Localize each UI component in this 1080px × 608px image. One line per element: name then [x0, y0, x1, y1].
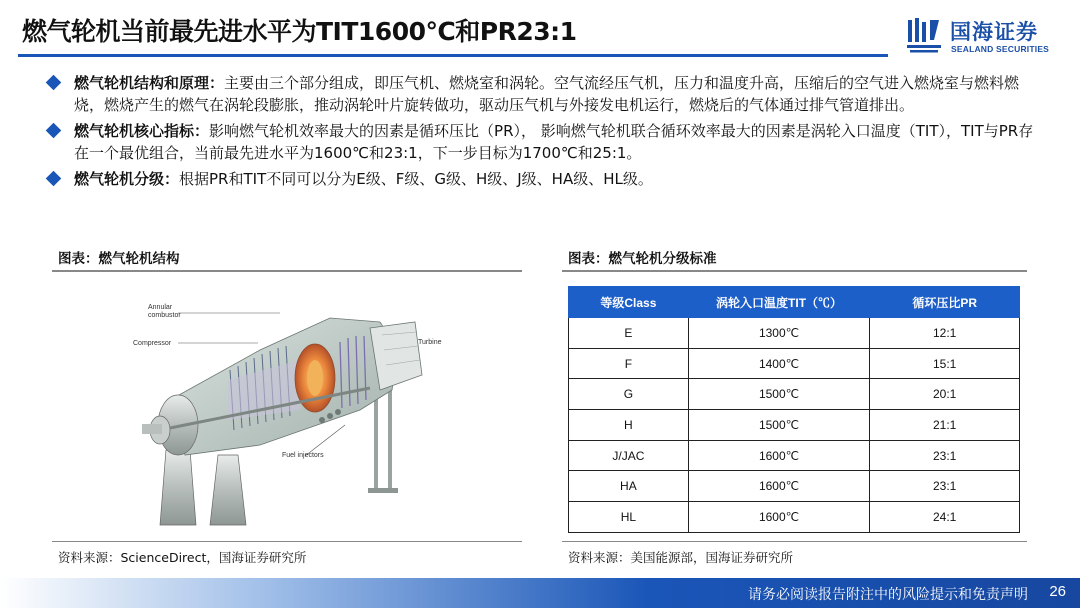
- bullet-label: 燃气轮机分级：: [74, 170, 180, 188]
- cell-tit: 1300℃: [688, 318, 870, 349]
- table-row: [569, 379, 1020, 410]
- cell-class: E: [569, 318, 689, 349]
- logo-chinese-name: 国海证券: [950, 20, 1038, 44]
- cell-pr: 23:1: [870, 471, 1020, 502]
- page-title: 燃气轮机当前最先进水平为TIT1600℃和PR23:1: [22, 17, 577, 46]
- bullet-classification: [46, 168, 1036, 190]
- table-row: [569, 471, 1020, 502]
- header-tit: 涡轮入口温度TIT（℃）: [688, 287, 870, 318]
- disclaimer-text: 请务必阅读报告附注中的风险提示和免责声明: [748, 587, 1028, 603]
- cell-tit: 1400℃: [688, 348, 870, 379]
- source-divider: [52, 541, 522, 542]
- cell-tit: 1500℃: [688, 379, 870, 410]
- title-underline: [18, 54, 888, 57]
- label-turbine: Turbine: [418, 339, 442, 346]
- sealand-logo-icon: [906, 16, 942, 54]
- cell-pr: 21:1: [870, 410, 1020, 441]
- cell-pr: 20:1: [870, 379, 1020, 410]
- label-fuel-injectors: Fuel injectors: [282, 452, 324, 459]
- bullet-core-metrics: [46, 120, 1036, 164]
- table-row: [569, 440, 1020, 471]
- bullet-text: 根据PR和TIT不同可以分为E级、F级、G级、H级、J级、HA级、HL级。: [179, 170, 653, 188]
- cell-class: H: [569, 410, 689, 441]
- diamond-bullet-icon: [46, 75, 62, 91]
- table-row: [569, 348, 1020, 379]
- cell-class: HA: [569, 471, 689, 502]
- header-pr: 循环压比PR: [870, 287, 1020, 318]
- cell-pr: 15:1: [870, 348, 1020, 379]
- diamond-bullet-icon: [46, 171, 62, 187]
- bullet-label: 燃气轮机结构和原理：: [74, 74, 225, 92]
- gas-turbine-diagram: [130, 280, 450, 535]
- table-header-row: [569, 287, 1020, 318]
- bullet-text: 主要由三个部分组成，即压气机、燃烧室和涡轮。空气流经压气机，压力和温度升高，压缩后的空气进入燃烧室与燃料燃烧，燃烧产生的燃气在涡轮段膨胀，推动涡轮叶片旋转做功，驱动压气机与外接发电机运行，燃烧后的气体通过排气管道排出。: [74, 74, 1020, 114]
- header-class: 等级Class: [569, 287, 689, 318]
- source-note-right: 资料来源：美国能源部，国海证券研究所: [568, 550, 794, 565]
- page-number: 26: [1049, 583, 1066, 600]
- caption-divider: [562, 270, 1027, 272]
- caption-divider: [52, 270, 522, 272]
- label-annular-combustor: Annular combustor: [148, 304, 181, 319]
- bullet-text: 影响燃气轮机效率最大的因素是循环压比（PR）， 影响燃气轮机联合循环效率最大的因素是涡轮入口温度（TIT），TIT与PR存在一个最优组合，当前最先进水平为1600℃和23:1，下一步目标为1700℃和25:1。: [74, 122, 1034, 162]
- bullet-label: 燃气轮机核心指标：: [74, 122, 210, 140]
- cell-tit: 1600℃: [688, 502, 870, 533]
- logo-english-name: SEALAND SECURITIES: [951, 44, 1050, 54]
- cell-class: G: [569, 379, 689, 410]
- source-note-left: 资料来源：ScienceDirect，国海证券研究所: [58, 550, 307, 565]
- bullet-list: [46, 72, 1036, 194]
- company-logo: [906, 14, 1066, 58]
- classification-table: [568, 286, 1020, 533]
- diamond-bullet-icon: [46, 123, 62, 139]
- cell-pr: 12:1: [870, 318, 1020, 349]
- bullet-structure: [46, 72, 1036, 116]
- table-row: [569, 410, 1020, 441]
- cell-tit: 1600℃: [688, 440, 870, 471]
- source-divider: [562, 541, 1027, 542]
- table-row: [569, 318, 1020, 349]
- table-row: [569, 502, 1020, 533]
- cell-tit: 1600℃: [688, 471, 870, 502]
- cell-class: F: [569, 348, 689, 379]
- cell-class: HL: [569, 502, 689, 533]
- cell-pr: 24:1: [870, 502, 1020, 533]
- figure-caption-structure: 图表：燃气轮机结构: [58, 251, 180, 267]
- figure-caption-classification: 图表：燃气轮机分级标准: [568, 251, 717, 267]
- cell-pr: 23:1: [870, 440, 1020, 471]
- label-compressor: Compressor: [133, 340, 172, 347]
- cell-tit: 1500℃: [688, 410, 870, 441]
- footer-bar: [0, 578, 1080, 608]
- cell-class: J/JAC: [569, 440, 689, 471]
